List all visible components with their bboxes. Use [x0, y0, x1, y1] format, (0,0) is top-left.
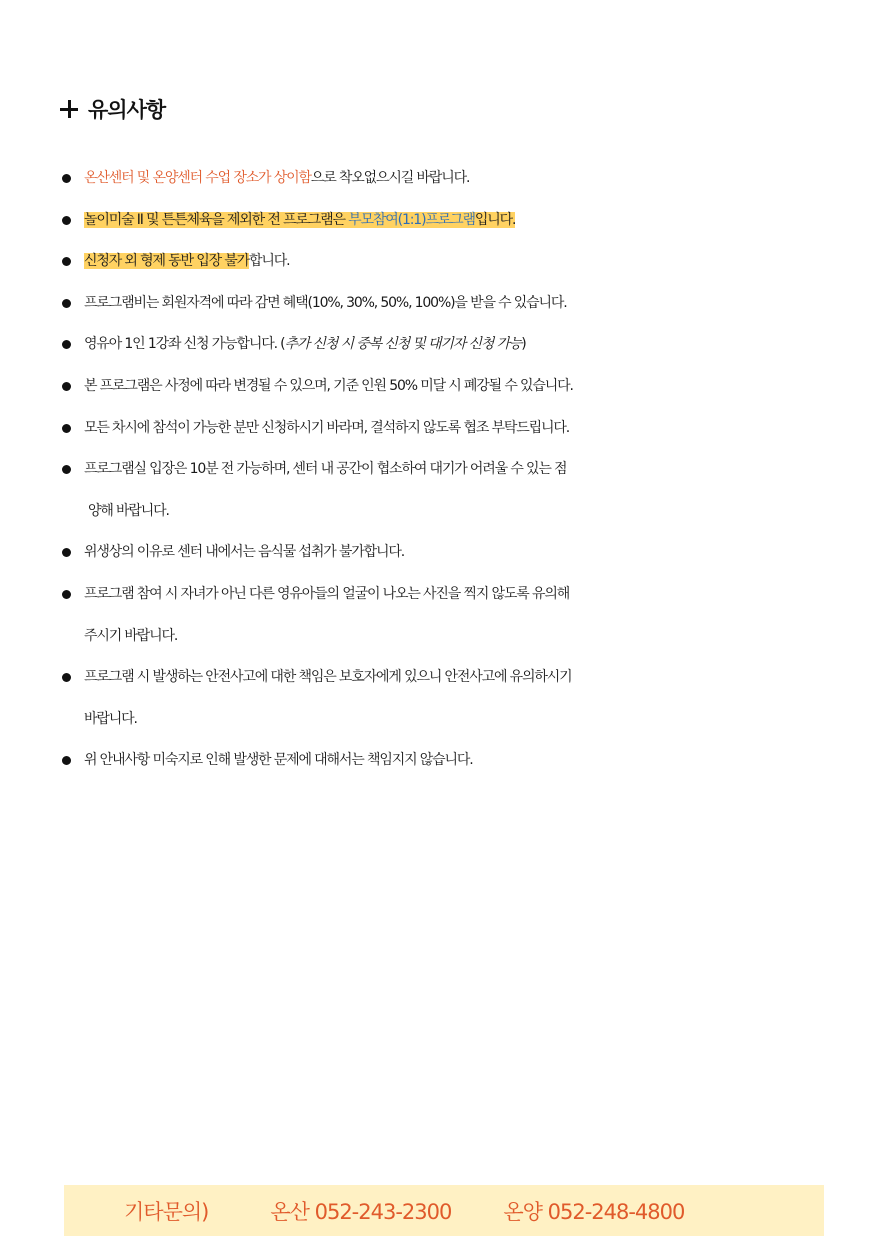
notice-2-highlight: [84, 212, 515, 228]
notice-item-4: [60, 283, 860, 325]
notice-11-line-2: 바랍니다.: [84, 710, 137, 727]
notice-7-text: 모든 차시에 참석이 가능한 분만 신청하시기 바라며, 결석하지 않도록 협조 부탁드립니다.: [84, 419, 570, 436]
notice-item-11: [60, 657, 860, 740]
notice-5-text: 영유아 1인 1강좌 신청 가능합니다. (: [84, 336, 285, 353]
notice-item-10: [60, 574, 860, 657]
contact-footer: [64, 1185, 824, 1236]
notice-item-2: [60, 200, 860, 242]
bullet-icon: [62, 257, 71, 266]
bullet-icon: [62, 590, 71, 599]
contact-label: 기타문의): [124, 1199, 209, 1224]
bullet-icon: [62, 299, 71, 308]
notice-3-highlight: 신청자 외 형제 동반 입장 불가: [84, 253, 249, 270]
bullet-icon: [62, 756, 71, 765]
notice-5-end: ): [521, 336, 526, 353]
notice-list: [60, 158, 860, 782]
notice-9-text: 위생상의 이유로 센터 내에서는 음식물 섭취가 불가합니다.: [84, 544, 405, 561]
section-heading: [60, 94, 165, 124]
bullet-icon: [62, 382, 71, 391]
notice-6-text: 본 프로그램은 사정에 따라 변경될 수 있으며, 기준 인원 50% 미달 시 폐강될 수 있습니다.: [84, 377, 573, 394]
notice-item-5: [60, 324, 860, 366]
bullet-icon: [62, 424, 71, 433]
notice-5-italic: 추가 신청 시 중복 신청 및 대기자 신청 가능: [284, 336, 522, 353]
notice-12-text: 위 안내사항 미숙지로 인해 발생한 문제에 대해서는 책임지지 않습니다.: [84, 752, 473, 769]
notice-3-text: 합니다.: [249, 253, 290, 270]
notice-1-emphasis: 온산센터 및 온양센터 수업 장소가 상이함: [84, 170, 311, 186]
notice-2-end: 입니다.: [474, 211, 516, 228]
notice-8-line-1: 프로그램실 입장은 10분 전 가능하며, 센터 내 공간이 협소하여 대기가 어려울 수 있는 점: [84, 461, 567, 478]
bullet-icon: [62, 465, 71, 474]
notice-10-line-2: 주시기 바랍니다.: [84, 627, 178, 644]
notice-10-line-1: 프로그램 참여 시 자녀가 아닌 다른 영유아들의 얼굴이 나오는 사진을 찍지 않도록 유의해: [84, 585, 570, 602]
notice-item-7: [60, 408, 860, 450]
notice-11-line-1: 프로그램 시 발생하는 안전사고에 대한 책임은 보호자에게 있으니 안전사고에 유의하시기: [84, 669, 572, 686]
notice-item-1: [60, 158, 860, 200]
notice-2-text: 놀이미술 II 및 튼튼체육을 제외한 전 프로그램은: [84, 211, 345, 228]
notice-1-text: 으로 착오없으시길 바랍니다.: [310, 170, 470, 186]
notice-4-text: 프로그램비는 회원자격에 따라 감면 혜택(10%, 30%, 50%, 100%)을 받을 수 있습니다.: [84, 294, 567, 311]
bullet-icon: [62, 673, 71, 682]
notice-item-12: [60, 740, 860, 782]
onsan-phone: 온산 052-243-2300: [270, 1199, 452, 1224]
notice-item-3: [60, 241, 860, 283]
plus-icon: [60, 100, 78, 118]
notice-8-line-2: 양해 바랍니다.: [88, 502, 169, 519]
notice-item-9: [60, 532, 860, 574]
bullet-icon: [62, 216, 71, 225]
parent-program-link[interactable]: 부모참여(1:1)프로그램: [344, 211, 475, 228]
onyang-phone: 온양 052-248-4800: [503, 1199, 685, 1224]
bullet-icon: [62, 174, 71, 183]
notice-item-6: [60, 366, 860, 408]
section-title-text: 유의사항: [88, 98, 166, 122]
bullet-icon: [62, 548, 71, 557]
notice-item-8: [60, 449, 860, 532]
bullet-icon: [62, 340, 71, 349]
